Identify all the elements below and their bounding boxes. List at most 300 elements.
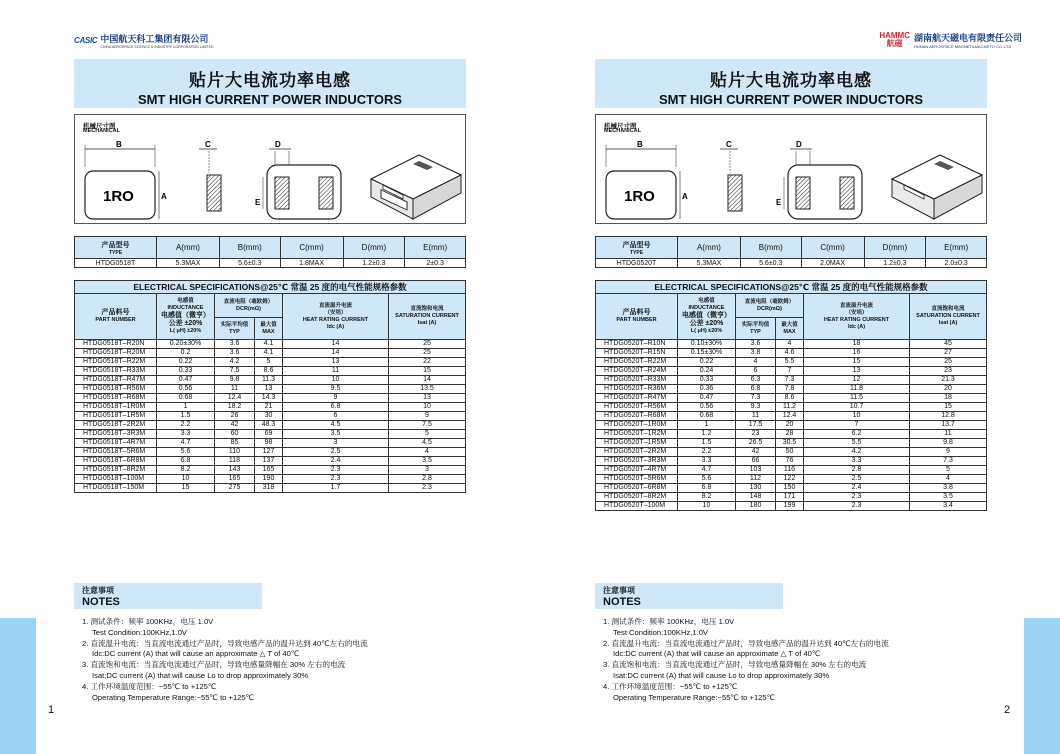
spec-row xyxy=(596,430,987,439)
cell-inductance: 10 xyxy=(678,502,736,511)
note-line: Test Condition:100KHz,1.0V xyxy=(613,627,708,637)
cell-idc: 13 xyxy=(283,358,389,367)
cell-dcr-typ: 3.6 xyxy=(736,340,776,349)
cell-part-number: HTDG0520T–R10N xyxy=(596,340,678,349)
notes-title-en: NOTES xyxy=(603,596,641,608)
cell-dcr-max: 122 xyxy=(776,475,804,484)
cell-dcr-typ: 23 xyxy=(736,430,776,439)
dim-header-e: E(mm) xyxy=(926,237,987,259)
spec-caption: ELECTRICAL SPECIFICATIONS@25℃ 常温 25 度的电气性能规格参数 xyxy=(75,281,466,294)
cell-dcr-typ: 11 xyxy=(736,412,776,421)
spec-row xyxy=(596,421,987,430)
hammc-logo-mark: HAMMC xyxy=(879,31,910,40)
notes-header xyxy=(74,583,262,609)
cell-inductance: 0.20±30% xyxy=(157,340,215,349)
cell-idc: 14 xyxy=(283,340,389,349)
note-line: 1. 测试条件：频率 100KHz，电压 1.0V xyxy=(82,617,214,626)
cell-isat: 25 xyxy=(389,349,466,358)
cell-part-number: HTDG0520T–8R2M xyxy=(596,493,678,502)
spec-header-dcr: 直流电阻（毫欧姆） DCR(mΩ) xyxy=(736,294,804,318)
cell-dcr-typ: 4 xyxy=(736,358,776,367)
dimension-drawing-svg xyxy=(600,137,984,221)
cell-part-number: HTDG0518T–2R2M xyxy=(75,421,157,430)
dim-d-label: D xyxy=(796,140,802,149)
cell-part-number: HTDG0520T–6R8M xyxy=(596,484,678,493)
cell-isat: 22 xyxy=(389,358,466,367)
cell-dcr-max: 12.4 xyxy=(776,412,804,421)
cell-part-number: HTDG0518T–R47M xyxy=(75,376,157,385)
cell-idc: 10 xyxy=(804,412,910,421)
cell-dcr-max: 5 xyxy=(255,358,283,367)
cell-part-number: HTDG0520T–4R7M xyxy=(596,466,678,475)
spec-row xyxy=(596,466,987,475)
cell-part-number: HTDG0520T–1R0M xyxy=(596,421,678,430)
cell-dcr-max: 98 xyxy=(255,439,283,448)
cell-dcr-typ: 26 xyxy=(215,412,255,421)
spec-caption: ELECTRICAL SPECIFICATIONS@25℃ 常温 25 度的电气性能规格参数 xyxy=(596,281,987,294)
cell-inductance: 0.56 xyxy=(157,385,215,394)
cell-dcr-typ: 17.5 xyxy=(736,421,776,430)
mechanical-label-cn: 机械尺寸图 xyxy=(83,123,116,130)
cell-dcr-max: 8.6 xyxy=(776,394,804,403)
cell-isat: 10 xyxy=(389,403,466,412)
casic-logo-mark: CASIC xyxy=(74,35,98,45)
cell-inductance: 8.2 xyxy=(678,493,736,502)
cell-idc: 2.3 xyxy=(804,493,910,502)
cell-dcr-max: 318 xyxy=(255,484,283,493)
cell-isat: 25 xyxy=(910,358,987,367)
spec-row xyxy=(75,403,466,412)
spec-header-isat: 直流饱和电流 SATURATION CURRENT Isat (A) xyxy=(910,294,987,340)
cell-inductance: 8.2 xyxy=(157,466,215,475)
cell-idc: 3.3 xyxy=(804,457,910,466)
cell-isat: 4.5 xyxy=(389,439,466,448)
cell-idc: 4.2 xyxy=(804,448,910,457)
cell-idc: 11 xyxy=(283,367,389,376)
spec-row xyxy=(75,340,466,349)
cell-inductance: 1 xyxy=(157,403,215,412)
cell-idc: 15 xyxy=(804,358,910,367)
cell-part-number: HTDG0518T–3R3M xyxy=(75,430,157,439)
cell-dcr-typ: 9.8 xyxy=(215,376,255,385)
cell-isat: 27 xyxy=(910,349,987,358)
cell-part-number: HTDG0520T–1R5M xyxy=(596,439,678,448)
cell-dcr-typ: 18.2 xyxy=(215,403,255,412)
title-box xyxy=(74,59,466,108)
cell-idc: 3 xyxy=(283,439,389,448)
cell-dcr-typ: 3.6 xyxy=(215,349,255,358)
cell-idc: 2.5 xyxy=(283,448,389,457)
spec-row xyxy=(596,349,987,358)
cell-inductance: 3.3 xyxy=(157,430,215,439)
cell-dcr-typ: 6.8 xyxy=(736,385,776,394)
cell-part-number: HTDG0520T–3R3M xyxy=(596,457,678,466)
dim-c-label: C xyxy=(726,140,732,149)
title-cn: 贴片大电流功率电感 xyxy=(189,71,351,91)
dim-e-label: E xyxy=(776,198,782,207)
cell-dcr-max: 190 xyxy=(255,475,283,484)
spec-header-max: 最大值 MAX xyxy=(776,318,804,340)
cell-inductance: 15 xyxy=(157,484,215,493)
cell-idc: 13 xyxy=(804,367,910,376)
cell-part-number: HTDG0520T–1R2M xyxy=(596,430,678,439)
cell-dcr-typ: 42 xyxy=(215,421,255,430)
cell-isat: 5 xyxy=(389,430,466,439)
cell-isat: 20 xyxy=(910,385,987,394)
cell-dcr-max: 4.1 xyxy=(255,349,283,358)
casic-company-cn: 中国航天科工集团有限公司 xyxy=(100,33,209,44)
cell-part-number: HTDG0520T–5R6M xyxy=(596,475,678,484)
mechanical-drawing xyxy=(595,114,987,224)
cell-isat: 3 xyxy=(389,466,466,475)
notes-title-en: NOTES xyxy=(82,596,120,608)
dim-row: HTDG0520T 5.3MAX 5.6±0.3 2.0MAX 1.2±0.3 2.0±0.3 xyxy=(596,259,987,268)
cell-dcr-typ: 85 xyxy=(215,439,255,448)
cell-idc: 12 xyxy=(804,376,910,385)
cell-isat: 15 xyxy=(389,367,466,376)
cell-part-number: HTDG0518T–R68M xyxy=(75,394,157,403)
cell-dcr-typ: 148 xyxy=(736,493,776,502)
cell-isat: 18 xyxy=(910,394,987,403)
cell-inductance: 0.36 xyxy=(678,385,736,394)
cell-idc: 10 xyxy=(283,376,389,385)
cell-idc: 6.2 xyxy=(804,430,910,439)
notes-list xyxy=(82,617,368,703)
title-box xyxy=(595,59,987,108)
spec-row xyxy=(75,412,466,421)
cell-inductance: 1.5 xyxy=(157,412,215,421)
spec-header-pn: 产品料号 PART NUMBER xyxy=(596,294,678,340)
cell-idc: 14 xyxy=(283,349,389,358)
mechanical-label-cn: 机械尺寸图 xyxy=(604,123,637,130)
note-line: Isat:DC current (A) that will cause Lo to drop approximately 30% xyxy=(92,670,309,680)
cell-inductance: 4.7 xyxy=(678,466,736,475)
cell-part-number: HTDG0518T–5R6M xyxy=(75,448,157,457)
cell-dcr-typ: 3.6 xyxy=(215,340,255,349)
cell-dcr-typ: 165 xyxy=(215,475,255,484)
cell-part-number: HTDG0518T–R33M xyxy=(75,367,157,376)
page-right xyxy=(530,0,1060,754)
cell-dcr-max: 7.3 xyxy=(776,376,804,385)
spec-header-ind: 电感值 INDUCTANCE 电感值（微亨） 公差 ±20% L( μH) ±20% xyxy=(157,294,215,340)
cell-part-number: HTDG0520T–100M xyxy=(596,502,678,511)
cell-inductance: 1 xyxy=(678,421,736,430)
spec-row xyxy=(596,394,987,403)
cell-dcr-max: 7 xyxy=(776,367,804,376)
cell-idc: 18 xyxy=(804,340,910,349)
page-number: 2 xyxy=(1004,704,1011,716)
cell-isat: 23 xyxy=(910,367,987,376)
cell-isat: 7.5 xyxy=(389,421,466,430)
cell-dcr-typ: 66 xyxy=(736,457,776,466)
cell-part-number: HTDG0520T–2R2M xyxy=(596,448,678,457)
cell-idc: 6.8 xyxy=(283,403,389,412)
spec-row xyxy=(596,448,987,457)
cell-dcr-max: 7.8 xyxy=(776,385,804,394)
dim-header-a: A(mm) xyxy=(157,237,220,259)
cell-isat: 3.5 xyxy=(910,493,987,502)
spec-row xyxy=(75,421,466,430)
cell-isat: 9 xyxy=(389,412,466,421)
cell-inductance: 0.15±30% xyxy=(678,349,736,358)
notes-title-cn: 注意事项 xyxy=(603,586,635,595)
cell-inductance: 0.22 xyxy=(678,358,736,367)
cell-part-number: HTDG0518T–100M xyxy=(75,475,157,484)
cell-dcr-typ: 103 xyxy=(736,466,776,475)
cell-dcr-typ: 3.8 xyxy=(736,349,776,358)
cell-dcr-max: 8.6 xyxy=(255,367,283,376)
spec-header-isat: 直流饱和电流 SATURATION CURRENT Isat (A) xyxy=(389,294,466,340)
dim-row: HTDG0518T 5.3MAX 5.6±0.3 1.8MAX 1.2±0.3 2±0.3 xyxy=(75,259,466,268)
cell-dcr-typ: 4.2 xyxy=(215,358,255,367)
cell-dcr-typ: 143 xyxy=(215,466,255,475)
cell-idc: 2.4 xyxy=(283,457,389,466)
cell-dcr-typ: 6.3 xyxy=(736,376,776,385)
cell-inductance: 0.24 xyxy=(678,367,736,376)
cell-idc: 6 xyxy=(283,412,389,421)
dimension-table xyxy=(595,236,987,268)
spec-row xyxy=(75,457,466,466)
cell-part-number: HTDG0520T–R36M xyxy=(596,385,678,394)
dim-header-type: 产品型号 TYPE xyxy=(596,237,678,259)
cell-dcr-max: 137 xyxy=(255,457,283,466)
title-en: SMT HIGH CURRENT POWER INDUCTORS xyxy=(137,92,403,107)
spec-header-dcr: 直流电阻（毫欧姆） DCR(mΩ) xyxy=(215,294,283,318)
cell-part-number: HTDG0518T–1R0M xyxy=(75,403,157,412)
cell-dcr-typ: 130 xyxy=(736,484,776,493)
cell-inductance: 0.33 xyxy=(678,376,736,385)
cell-isat: 45 xyxy=(910,340,987,349)
spec-row xyxy=(596,412,987,421)
cell-idc: 1.7 xyxy=(283,484,389,493)
notes-header xyxy=(595,583,783,609)
spec-header-ind: 电感值 INDUCTANCE 电感值（微亨） 公差 ±20% L( μH) ±20% xyxy=(678,294,736,340)
spec-header-pn: 产品料号 PART NUMBER xyxy=(75,294,157,340)
cell-idc: 9.5 xyxy=(283,385,389,394)
spec-row xyxy=(596,475,987,484)
dim-header-a: A(mm) xyxy=(678,237,741,259)
note-line: Operating Temperature Range:−55℃ to +125℃ xyxy=(613,692,776,702)
cell-dcr-typ: 110 xyxy=(215,448,255,457)
cell-isat: 21.3 xyxy=(910,376,987,385)
cell-dcr-typ: 118 xyxy=(215,457,255,466)
cell-idc: 4.5 xyxy=(283,421,389,430)
cell-part-number: HTDG0518T–R20M xyxy=(75,349,157,358)
dim-header-d: D(mm) xyxy=(864,237,926,259)
cell-dcr-typ: 6 xyxy=(736,367,776,376)
cell-dcr-typ: 12.4 xyxy=(215,394,255,403)
cell-inductance: 0.47 xyxy=(678,394,736,403)
spec-row xyxy=(75,376,466,385)
spec-row xyxy=(596,493,987,502)
cell-inductance: 0.47 xyxy=(157,376,215,385)
page-number: 1 xyxy=(48,704,55,716)
cell-dcr-max: 30 xyxy=(255,412,283,421)
cell-dcr-max: 4.1 xyxy=(255,340,283,349)
mechanical-drawing xyxy=(74,114,466,224)
cell-part-number: HTDG0518T–6R8M xyxy=(75,457,157,466)
cell-part-number: HTDG0518T–150M xyxy=(75,484,157,493)
svg-text:A: A xyxy=(161,192,167,201)
electrical-spec-table xyxy=(595,280,987,511)
cell-idc: 2.3 xyxy=(283,466,389,475)
cell-dcr-max: 76 xyxy=(776,457,804,466)
cell-dcr-max: 28 xyxy=(776,430,804,439)
cell-inductance: 1.5 xyxy=(678,439,736,448)
cell-inductance: 0.68 xyxy=(157,394,215,403)
spec-row xyxy=(75,367,466,376)
cell-part-number: HTDG0520T–R33M xyxy=(596,376,678,385)
spec-row xyxy=(75,430,466,439)
cell-dcr-max: 21 xyxy=(255,403,283,412)
cell-isat: 11 xyxy=(910,430,987,439)
cell-idc: 5.5 xyxy=(804,439,910,448)
hammc-company-en: HUNAN AEROSPACE MAGNET&MAGNETO CO.,LTD xyxy=(913,44,1012,49)
cell-dcr-max: 20 xyxy=(776,421,804,430)
cell-inductance: 0.56 xyxy=(678,403,736,412)
cell-idc: 2.5 xyxy=(804,475,910,484)
mechanical-label-en: MECHANICAL xyxy=(83,128,120,134)
spec-row xyxy=(75,394,466,403)
note-line: 3. 直流饱和电流：当直流电流通过产品时，导致电感量降幅在 30% 左右的电流 xyxy=(603,660,867,670)
dimension-table xyxy=(74,236,466,268)
cell-part-number: HTDG0520T–R22M xyxy=(596,358,678,367)
cell-isat: 25 xyxy=(389,340,466,349)
cell-idc: 7 xyxy=(804,421,910,430)
notes-list xyxy=(603,617,889,703)
cell-dcr-max: 4 xyxy=(776,340,804,349)
dim-b-label: B xyxy=(116,140,122,149)
cell-inductance: 0.68 xyxy=(678,412,736,421)
spec-row xyxy=(596,340,987,349)
notes-title-cn: 注意事项 xyxy=(82,586,114,595)
spec-row xyxy=(75,475,466,484)
spec-row xyxy=(75,466,466,475)
cell-dcr-max: 5.5 xyxy=(776,358,804,367)
note-line: 3. 直流饱和电流：当直流电流通过产品时，导致电感量降幅在 30% 左右的电流 xyxy=(82,660,346,670)
dim-header-b: B(mm) xyxy=(740,237,801,259)
spec-row xyxy=(596,502,987,511)
spec-row xyxy=(596,385,987,394)
cell-dcr-max: 171 xyxy=(776,493,804,502)
cell-dcr-max: 30.5 xyxy=(776,439,804,448)
dim-d-label: D xyxy=(275,140,281,149)
cell-inductance: 0.33 xyxy=(157,367,215,376)
spec-header-idc: 直流温升电流 （安培） HEAT RATING CURRENT Idc (A) xyxy=(804,294,910,340)
dim-header-d: D(mm) xyxy=(343,237,405,259)
cell-isat: 9 xyxy=(910,448,987,457)
cell-part-number: HTDG0518T–R56M xyxy=(75,385,157,394)
cell-idc: 11.8 xyxy=(804,385,910,394)
spec-row xyxy=(596,367,987,376)
cell-dcr-max: 13 xyxy=(255,385,283,394)
cell-inductance: 10 xyxy=(157,475,215,484)
cell-dcr-max: 4.6 xyxy=(776,349,804,358)
dim-header-type: 产品型号 TYPE xyxy=(75,237,157,259)
cell-dcr-max: 48.3 xyxy=(255,421,283,430)
dimension-drawing-svg xyxy=(79,137,463,221)
spec-row xyxy=(596,457,987,466)
cell-idc: 2.8 xyxy=(804,466,910,475)
cell-idc: 16 xyxy=(804,349,910,358)
cell-part-number: HTDG0520T–R68M xyxy=(596,412,678,421)
spec-row xyxy=(596,358,987,367)
spec-header-idc: 直流温升电流 （安培） HEAT RATING CURRENT Idc (A) xyxy=(283,294,389,340)
cell-part-number: HTDG0520T–R24M xyxy=(596,367,678,376)
note-line: Idc:DC current (A) that will cause an approximate △ T of 40℃ xyxy=(613,649,821,659)
spec-row xyxy=(75,385,466,394)
cell-dcr-typ: 11 xyxy=(215,385,255,394)
dim-header-c: C(mm) xyxy=(280,237,343,259)
cell-isat: 3.5 xyxy=(389,457,466,466)
cell-inductance: 6.8 xyxy=(678,484,736,493)
cell-isat: 4 xyxy=(910,475,987,484)
cell-part-number: HTDG0518T–R22M xyxy=(75,358,157,367)
spec-row xyxy=(75,484,466,493)
hammc-company-cn: 湖南航天磁电有限责任公司 xyxy=(913,33,1022,43)
cell-isat: 2.3 xyxy=(389,484,466,493)
cell-inductance: 6.8 xyxy=(157,457,215,466)
hammc-logo xyxy=(879,30,1022,50)
cell-part-number: HTDG0518T–8R2M xyxy=(75,466,157,475)
hammc-logo-cn: 航磁 xyxy=(886,39,903,48)
note-line: Idc:DC current (A) that will cause an approximate △ T of 40℃ xyxy=(92,649,300,659)
cell-idc: 10.7 xyxy=(804,403,910,412)
cell-dcr-typ: 9.3 xyxy=(736,403,776,412)
cell-dcr-typ: 275 xyxy=(215,484,255,493)
cell-dcr-max: 199 xyxy=(776,502,804,511)
dim-header-e: E(mm) xyxy=(405,237,466,259)
cell-inductance: 0.10±30% xyxy=(678,340,736,349)
cell-idc: 2.3 xyxy=(804,502,910,511)
cell-inductance: 2.2 xyxy=(678,448,736,457)
mechanical-label-en: MECHANICAL xyxy=(604,128,641,134)
spec-row xyxy=(596,376,987,385)
svg-text:A: A xyxy=(682,192,688,201)
note-line: 4. 工作环境温度范围：−55℃ to +125℃ xyxy=(603,681,738,691)
note-line: 2. 直流温升电流：当直流电流通过产品时，导致电感产品的温升达到 40℃左右的电流 xyxy=(603,638,889,648)
cell-dcr-typ: 42 xyxy=(736,448,776,457)
cell-dcr-typ: 7.5 xyxy=(215,367,255,376)
note-line: 2. 直流温升电流：当直流电流通过产品时，导致电感产品的温升达到 40℃左右的电流 xyxy=(82,638,368,648)
cell-inductance: 1.2 xyxy=(678,430,736,439)
cell-isat: 13.7 xyxy=(910,421,987,430)
spec-row xyxy=(75,358,466,367)
cell-isat: 12.8 xyxy=(910,412,987,421)
cell-dcr-max: 69 xyxy=(255,430,283,439)
note-line: 1. 测试条件：频率 100KHz，电压 1.0V xyxy=(603,617,735,626)
spec-row xyxy=(75,448,466,457)
cell-isat: 5 xyxy=(910,466,987,475)
cell-dcr-max: 150 xyxy=(776,484,804,493)
cell-isat: 3.4 xyxy=(910,502,987,511)
note-line: Operating Temperature Range:−55℃ to +125℃ xyxy=(92,692,255,702)
spec-header-max: 最大值 MAX xyxy=(255,318,283,340)
cell-inductance: 5.6 xyxy=(157,448,215,457)
note-line: Isat:DC current (A) that will cause Lo to drop approximately 30% xyxy=(613,670,830,680)
cell-idc: 9 xyxy=(283,394,389,403)
cell-isat: 2.8 xyxy=(389,475,466,484)
cell-dcr-max: 127 xyxy=(255,448,283,457)
cell-dcr-typ: 7.3 xyxy=(736,394,776,403)
cell-inductance: 0.2 xyxy=(157,349,215,358)
spec-row xyxy=(75,439,466,448)
spec-header-typ: 实际平均值 TYP xyxy=(215,318,255,340)
dim-header-b: B(mm) xyxy=(219,237,280,259)
cell-part-number: HTDG0518T–1R5M xyxy=(75,412,157,421)
cell-dcr-max: 165 xyxy=(255,466,283,475)
cell-isat: 13 xyxy=(389,394,466,403)
